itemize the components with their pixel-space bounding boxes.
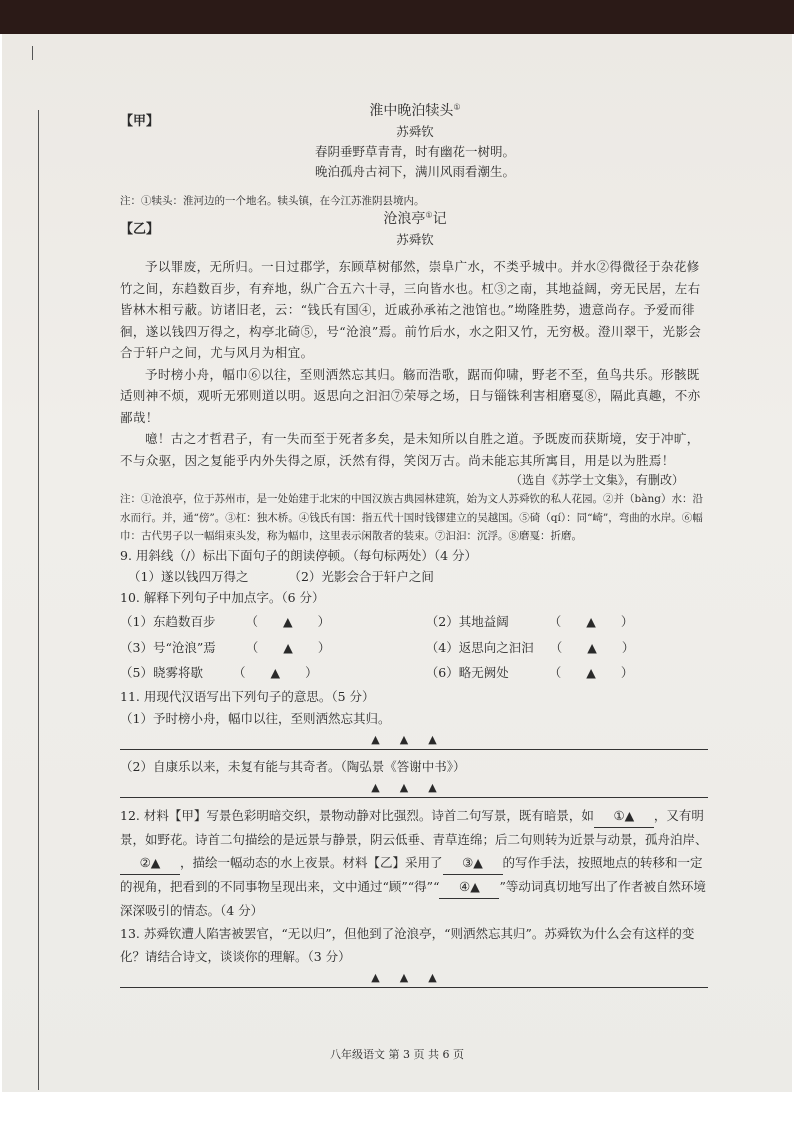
question-11-sentence-1: （1）予时榜小舟，幅巾以往，至则洒然忘其归。 bbox=[120, 710, 391, 726]
question-10-stem: 10. 解释下列句子中加点字。（6 分） bbox=[120, 590, 325, 606]
yi-paragraph-3: 噫！古之才哲君子，有一失而至于死者多矣，是未知所以自胜之道。予既废而获斯境，安于冲旷，不与众驱，因之复能乎内外失得之原，沃然有得，笑闵万古。尚未能忘其所寓目，用是以为胜焉！ bbox=[120, 431, 700, 468]
answer-blank[interactable]: （ ▲ ） bbox=[245, 614, 331, 630]
margin-tick bbox=[32, 46, 33, 60]
jia-title: 淮中晚泊犊头① bbox=[369, 102, 461, 119]
yi-source: （选自《苏学士文集》，有删改） bbox=[509, 473, 684, 487]
question-10-row-1: （1）东趋数百步 （ ▲ ） （2）其地益阔 （ ▲ ） bbox=[120, 614, 634, 630]
question-9-item-1: （1）遂以钱四万得之 bbox=[128, 569, 249, 585]
question-12: 12. 材料【甲】写景色彩明暗交织，景物动静对比强烈。诗首二句写景，既有暗景，如 ①▲ ，又有明景，如野花。诗首二句描绘的是远景与静景，阴云低垂、青草连绵；后二句则转为近景与动景，孤舟泊岸、②▲ ，描绘一幅动态的水上夜景。材料【乙】采用了 ③▲ 的写作手法，按照地点的转移和一定的视角，把看到的不同事物呈现出来，文中通过“顾”“得”“ ④▲ ”等动词真切地写出了作者被自然环境深深吸引的情态。（4 分） bbox=[120, 804, 708, 923]
answer-blank[interactable]: （ ▲ ） bbox=[232, 665, 318, 681]
jia-author: 苏舜钦 bbox=[396, 124, 434, 140]
answer-line[interactable]: ▲▲▲ bbox=[120, 731, 708, 750]
question-9-stem: 9. 用斜线（/）标出下面句子的朗读停顿。（每句标两处）（4 分） bbox=[120, 548, 478, 564]
question-10-row-3: （5）晓雾将歇 （ ▲ ） （6）略无阙处 （ ▲ ） bbox=[120, 665, 634, 681]
question-9-items bbox=[120, 567, 708, 587]
jia-line-1: 春阴垂野草青青，时有幽花一树明。 bbox=[314, 144, 515, 160]
yi-body bbox=[120, 256, 708, 994]
yi-notes: 注：①沧浪亭，位于苏州市，是一处始建于北宋的中国汉族古典园林建筑，始为文人苏舜钦的私人花园。②并（bàng）水：沿水而行。并，通“傍”。③杠：独木桥。④钱氏有国：指五代十国时钱镠建立的吴越国。⑤碕（qí）：同“崎”，弯曲的水岸。⑥幅巾：古代男子以一幅绢束头发，称为幅巾，这里表示闲散者的装束。⑦汩汩：沉浮。⑧磨戛：折磨。 bbox=[120, 493, 703, 542]
yi-header bbox=[120, 208, 710, 250]
answer-blank-3[interactable]: ③▲ bbox=[443, 851, 503, 875]
yi-paragraph-2: 予时榜小舟，幅巾⑥以往，至则洒然忘其归。觞而浩歌，踞而仰啸，野老不至，鱼鸟共乐。形骸既适则神不烦，观听无邪则道以明。返思向之汩汩⑦荣辱之场，日与锱铢利害相磨戛⑧，隔此真趣，不亦鄙哉！ bbox=[120, 366, 701, 425]
answer-blank-2[interactable]: ②▲ bbox=[120, 851, 180, 875]
answer-blank[interactable]: （ ▲ ） bbox=[548, 614, 634, 630]
page-footer: 八年级语文 第 3 页 共 6 页 bbox=[330, 1048, 464, 1061]
answer-blank-4[interactable]: ④▲ bbox=[439, 875, 499, 899]
binding-margin-line bbox=[38, 110, 39, 1090]
yi-label: 【乙】 bbox=[120, 222, 160, 237]
yi-author: 苏舜钦 bbox=[396, 232, 434, 248]
jia-label: 【甲】 bbox=[120, 114, 160, 129]
question-13-stem: 13. 苏舜钦遭人陷害被罢官，“无以归”，但他到了沧浪亭，“则洒然忘其归”。苏舜钦为什么会有这样的变化？请结合诗文，谈谈你的理解。（3 分） bbox=[120, 926, 695, 965]
yi-title: 沧浪亭①记 bbox=[383, 210, 447, 227]
question-11-sentence-2: （2）自康乐以来，未复有能与其奇者。（陶弘景《答谢中书》） bbox=[120, 758, 466, 774]
yi-paragraph-1: 予以罪废，无所归。一日过郡学，东顾草树郁然，崇阜广水，不类乎城中。并水②得微径于杂花修竹之间，东趋数百步，有弃地，纵广合五六十寻，三向皆水也。杠③之南，其地益阔，旁无民居，左右皆林木相亏蔽。访诸旧老，云：“钱氏有国④，近戚孙承祐之池馆也。”坳隆胜势，遗意尚存。予爱而徘徊，遂以钱四万得之，构亭北碕⑤，号“沧浪”焉。前竹后水，水之阳又竹，无穷极。澄川翠干，光影会合于轩户之间，尤与风月为相宜。 bbox=[120, 259, 702, 360]
photo-top-edge bbox=[0, 0, 794, 34]
answer-blank-1[interactable]: ①▲ bbox=[594, 804, 654, 828]
answer-line[interactable]: ▲▲▲ bbox=[120, 779, 708, 798]
question-11-stem: 11. 用现代汉语写出下列句子的意思。（5 分） bbox=[120, 688, 375, 704]
answer-line[interactable]: ▲▲▲ bbox=[120, 969, 708, 988]
jia-note: 注：①犊头：淮河边的一个地名。犊头镇，在今江苏淮阴县境内。 bbox=[120, 195, 425, 207]
reading-section bbox=[120, 100, 710, 182]
answer-blank[interactable]: （ ▲ ） bbox=[549, 639, 635, 655]
question-9-item-2: （2）光影会合于轩户之间 bbox=[288, 569, 434, 585]
answer-blank[interactable]: （ ▲ ） bbox=[548, 665, 634, 681]
question-10-row-2: （3）号“沧浪”焉 （ ▲ ） （4）返思向之汩汩 （ ▲ ） bbox=[120, 639, 635, 655]
answer-blank[interactable]: （ ▲ ） bbox=[245, 639, 331, 655]
jia-line-2: 晚泊孤舟古祠下，满川风雨看潮生。 bbox=[314, 164, 515, 180]
